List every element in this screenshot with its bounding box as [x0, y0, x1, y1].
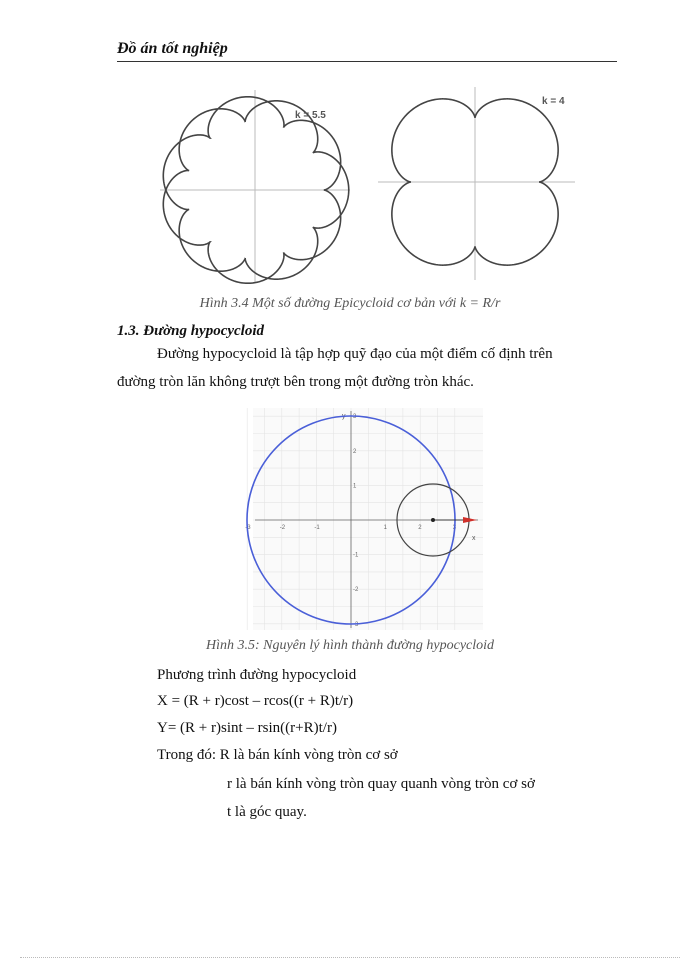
equation-x: X = (R + r)cost – rcos((r + R)t/r) [157, 693, 354, 709]
y-tick-label: -2 [353, 587, 359, 594]
definition-r: r là bán kính vòng tròn quay quanh vòng tròn cơ sở [227, 776, 535, 792]
x-tick-label: 2 [418, 525, 422, 531]
x-tick-label: -1 [314, 525, 320, 531]
x-tick-label: -3 [245, 525, 251, 531]
hypocycloid-figure [245, 408, 483, 630]
equation-intro: Phương trình đường hypocycloid [157, 667, 357, 683]
epicycloid-figure [150, 85, 600, 285]
header-divider [117, 61, 617, 62]
y-tick-label: 1 [353, 483, 357, 490]
x-tick-label: 3 [452, 525, 457, 531]
y-tick-label: -1 [353, 552, 359, 559]
header-title: Đồ án tốt nghiệp [117, 40, 228, 57]
axis-x-label: x [472, 535, 476, 542]
label-k55: k = 5.5 [295, 110, 326, 121]
footer-divider [20, 957, 680, 958]
figure2-caption: Hình 3.5: Nguyên lý hình thành đường hypocycloid [205, 638, 495, 653]
y-tick-label: -3 [353, 621, 359, 628]
label-k4: k = 4 [542, 96, 565, 107]
epicycloid-k55 [160, 90, 350, 283]
y-tick-label: 3 [353, 414, 357, 421]
figure1-caption: Hình 3.4 Một số đường Epicycloid cơ bản với k = R/r [199, 296, 501, 311]
paragraph-line-1: Đường hypocycloid là tập hợp quỹ đạo của một điểm cố định trên [157, 346, 553, 362]
x-tick-label: 1 [383, 525, 387, 531]
axis-y-label: y [342, 413, 346, 420]
equation-y: Y= (R + r)sint – rsin((r+R)t/r) [157, 720, 337, 736]
paragraph-line-2: đường tròn lăn không trượt bên trong một đường tròn khác. [117, 374, 474, 390]
y-tick-label: 2 [353, 448, 357, 455]
epicycloid-k4 [378, 87, 575, 280]
x-tick-label: -2 [279, 525, 286, 531]
definition-R: Trong đó: R là bán kính vòng tròn cơ sở [157, 747, 398, 763]
section-heading: 1.3. Đường hypocycloid [117, 323, 265, 339]
definition-t: t là góc quay. [227, 804, 307, 820]
